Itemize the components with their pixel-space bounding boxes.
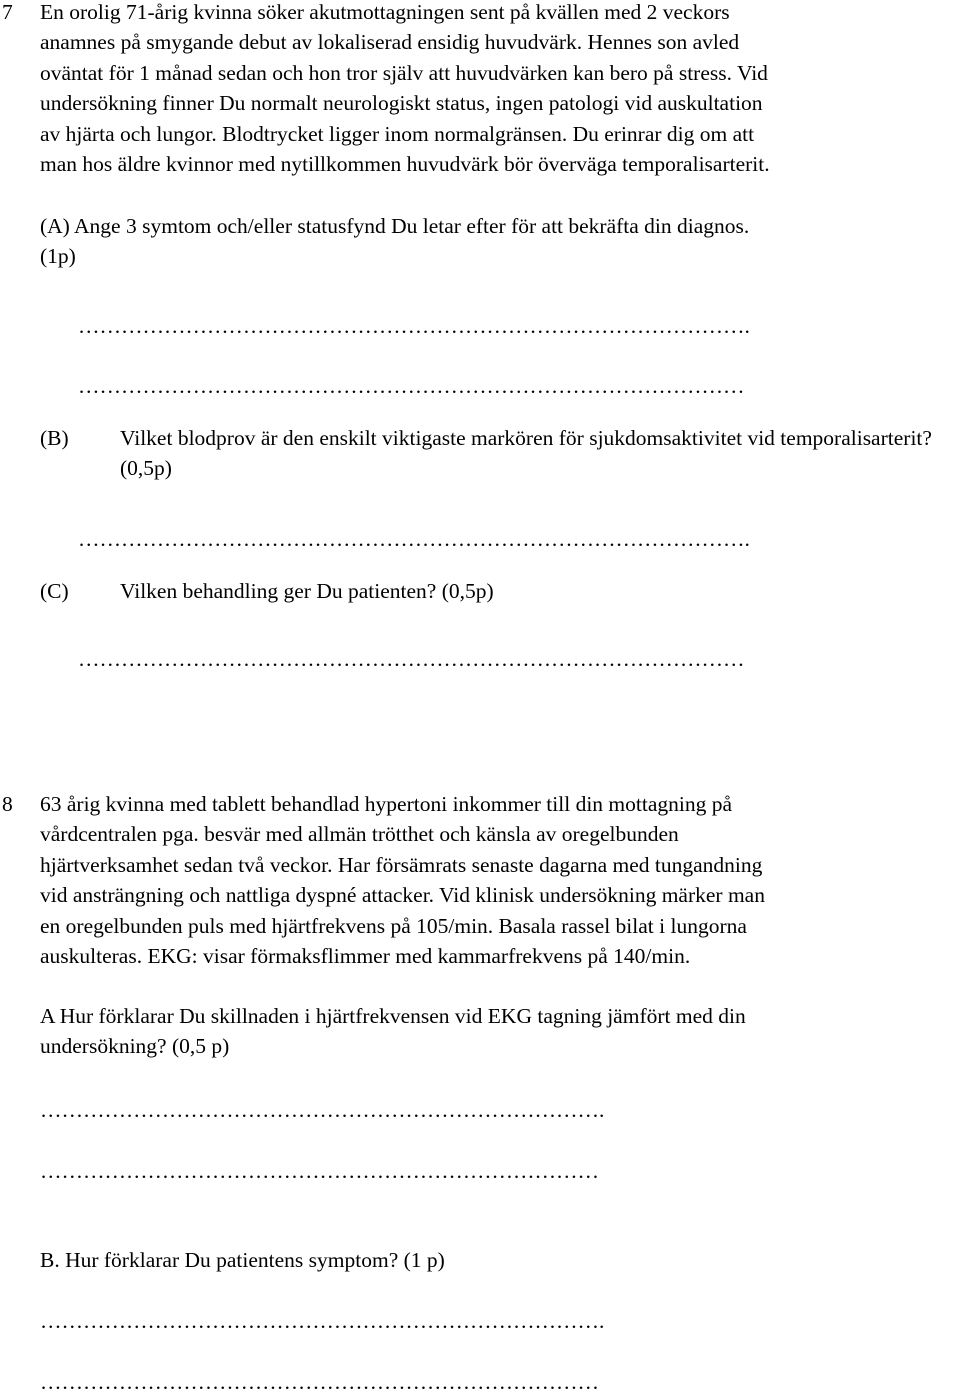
answer-line[interactable]: …………………………………………………………………………………. xyxy=(78,314,750,338)
question-stem xyxy=(40,0,958,179)
answer-line[interactable]: …………………………………………………………………… xyxy=(40,1370,599,1394)
answer-line[interactable]: ……………………………………………………………………. xyxy=(40,1309,605,1333)
question-stem-text: En orolig 71-årig kvinna söker akutmottagningen sent på kvällen med 2 veckors anamnes på smygande debut av lokaliserad ensidig huvudvärk. Hennes son avled oväntat för 1 månad sedan och hon tror själv att huvudvärken kan bero på stress. Vid undersökning finner Du normalt neurologiskt status, ingen patologi vid auskultation av hjärta och lungor. Blodtrycket ligger inom normalgränsen. Du erinrar dig om att man hos äldre kvinnor med nytillkommen huvudvärk bör överväga temporalisarterit. xyxy=(40,0,770,177)
sub-question-c xyxy=(40,576,958,606)
sub-question-b xyxy=(40,423,958,484)
answer-line[interactable]: ………………………………………………………………………………… xyxy=(78,374,745,398)
question-stem xyxy=(40,789,958,971)
sub-question-b-text: B. Hur förklarar Du patientens symptom? (1 p) xyxy=(40,1248,445,1272)
answer-line[interactable]: …………………………………………………………………… xyxy=(40,1159,599,1183)
answer-line[interactable]: ………………………………………………………………………………… xyxy=(78,647,745,671)
sub-question-a xyxy=(40,1001,958,1062)
sub-question-b xyxy=(40,1245,958,1275)
sub-question-a-text: (A) Ange 3 symtom och/eller statusfynd Du letar efter för att bekräfta din diagnos. (1p) xyxy=(40,214,750,269)
answer-line[interactable]: …………………………………………………………………………………. xyxy=(78,527,750,551)
sub-question-label: (C) xyxy=(40,579,69,603)
question-number: 8 xyxy=(2,792,13,816)
answer-line[interactable]: ……………………………………………………………………. xyxy=(40,1098,605,1122)
sub-question-body: Vilket blodprov är den enskilt viktigaste markören för sjukdomsaktivitet vid temporalisarterit? (0,5p) xyxy=(120,426,932,481)
sub-question-label: (B) xyxy=(40,426,69,450)
sub-question-c-text xyxy=(40,576,958,606)
sub-question-a-text: A Hur förklarar Du skillnaden i hjärtfrekvensen vid EKG tagning jämfört med din undersökning? (0,5 p) xyxy=(40,1004,746,1059)
sub-question-body: Vilken behandling ger Du patienten? (0,5p) xyxy=(120,579,494,603)
question-number: 7 xyxy=(2,0,13,24)
question-stem-text: 63 årig kvinna med tablett behandlad hypertoni inkommer till din mottagning på vårdcentralen pga. besvär med allmän trötthet och känsla av oregelbunden hjärtverksamhet sedan två veckor. Har försämrats senaste dagarna med tungandning vid ansträngning och nattliga dyspné attacker. Vid klinisk undersökning märker man en oregelbunden puls med hjärtfrekvens på 105/min. Basala rassel bilat i lungorna auskulteras. EKG: visar förmaksflimmer med kammarfrekvens på 140/min. xyxy=(40,792,765,969)
sub-question-a xyxy=(40,211,958,272)
sub-question-b-text xyxy=(40,423,958,484)
